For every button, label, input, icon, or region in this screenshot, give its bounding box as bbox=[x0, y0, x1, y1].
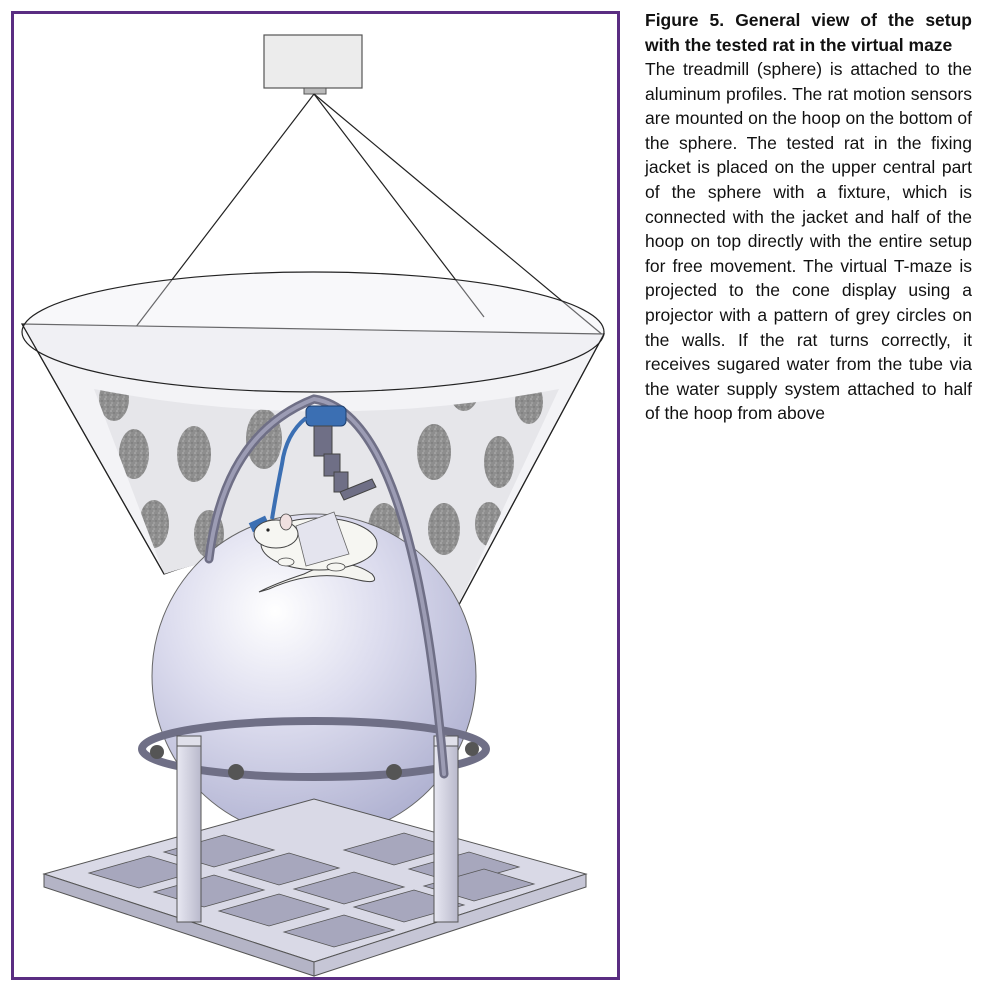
caption-body: The treadmill (sphere) is attached to the aluminum profiles. The rat motion sensors are mounted on the hoop on the bottom of the sphere. The tested rat in the fixing jacket is placed on the upper central part of the sphere with a fixture, which is connected with the jacket and half of the hoop on top directly with the entire setup for free movement. The virtual T-maze is projected to the cone display using a projector with a pattern of grey circles on the walls. If the rat turns correctly, it receives sugared water from the tube via the water supply system attached to half of the hoop from above bbox=[645, 59, 972, 424]
setup-illustration bbox=[14, 14, 617, 977]
caption-title: Figure 5. General view of the setup with the tested rat in the virtual maze bbox=[645, 10, 972, 55]
projector-icon bbox=[264, 35, 362, 94]
figure-illustration-frame bbox=[11, 11, 620, 980]
figure-caption bbox=[645, 8, 972, 426]
